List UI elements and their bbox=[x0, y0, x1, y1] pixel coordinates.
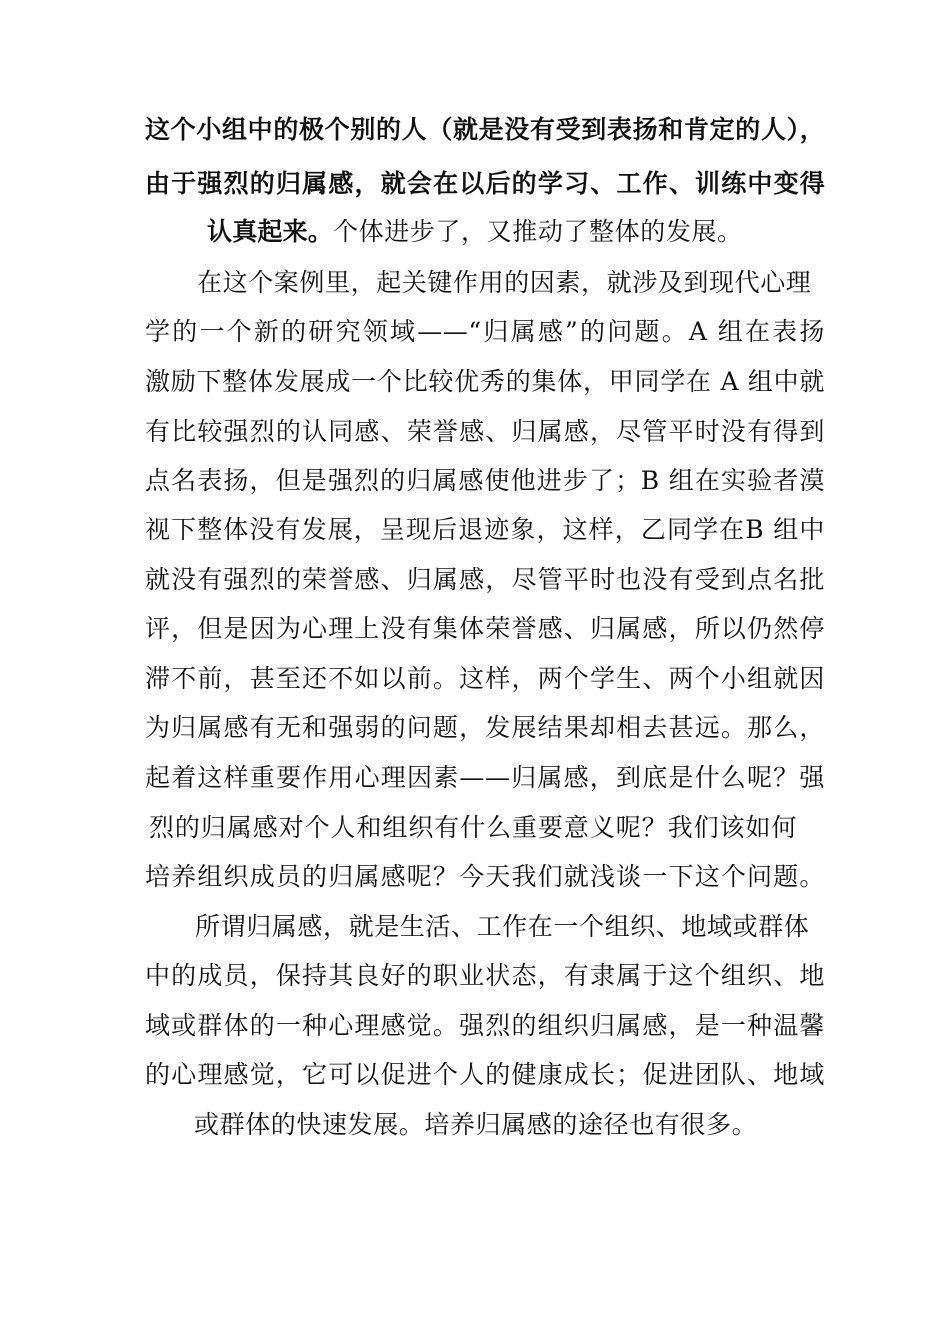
paragraph-1-line-1: 在这个案例里，起关键作用的因素，就涉及到现代心理 bbox=[197, 268, 812, 297]
text-line-3-bold: 认真起来。 bbox=[207, 217, 334, 246]
paragraph-2-line-1: 所谓归属感，就是生活、工作在一个组织、地域或群体 bbox=[195, 912, 810, 941]
paragraph-1-line-13: 培养组织成员的归属感呢？今天我们就浅谈一下这个问题。 bbox=[145, 862, 825, 891]
paragraph-1-line-8: 评，但是因为心理上没有集体荣誉感、归属感，所以仍然停 bbox=[145, 614, 825, 643]
paragraph-1-line-2: 学的一个新的研究领域——“归属感”的问题。A 组在表扬 bbox=[145, 317, 825, 346]
paragraph-1-line-9: 滞不前，甚至还不如以前。这样，两个学生、两个小组就因 bbox=[145, 664, 825, 693]
paragraph-1-line-10: 为归属感有无和强弱的问题，发展结果却相去甚远。那么， bbox=[145, 713, 825, 742]
paragraph-1-line-3: 激励下整体发展成一个比较优秀的集体，甲同学在 A 组中就 bbox=[145, 367, 825, 396]
text-line-2: 由于强烈的归属感，就会在以后的学习、工作、训练中变得 bbox=[145, 169, 825, 198]
text-line-1: 这个小组中的极个别的人（就是没有受到表扬和肯定的人）， bbox=[145, 115, 825, 144]
paragraph-1-line-4: 有比较强烈的认同感、荣誉感、归属感，尽管平时没有得到 bbox=[145, 417, 825, 446]
paragraph-2-line-5: 或群体的快速发展。培养归属感的途径也有很多。 bbox=[194, 1110, 758, 1139]
paragraph-2-line-3: 域或群体的一种心理感觉。强烈的组织归属感，是一种温馨 bbox=[145, 1011, 825, 1040]
paragraph-2-line-4: 的心理感觉，它可以促进个人的健康成长；促进团队、地域 bbox=[145, 1060, 825, 1089]
paragraph-1-line-6: 视下整体没有发展，呈现后退迹象，这样，乙同学在B 组中 bbox=[145, 515, 825, 544]
paragraph-1-line-12: 烈的归属感对个人和组织有什么重要意义呢？我们该如何 bbox=[149, 813, 797, 842]
text-line-3-regular: 个体进步了，又推动了整体的发展。 bbox=[333, 217, 743, 246]
paragraph-1-line-5: 点名表扬，但是强烈的归属感使他进步了；B 组在实验者漠 bbox=[145, 466, 825, 495]
paragraph-1-line-7: 就没有强烈的荣誉感、归属感，尽管平时也没有受到点名批 bbox=[145, 565, 825, 594]
paragraph-1-line-11: 起着这样重要作用心理因素——归属感，到底是什么呢？强 bbox=[145, 763, 825, 792]
paragraph-2-line-2: 中的成员，保持其良好的职业状态，有隶属于这个组织、地 bbox=[145, 961, 825, 990]
text-line-3 bbox=[207, 214, 807, 250]
